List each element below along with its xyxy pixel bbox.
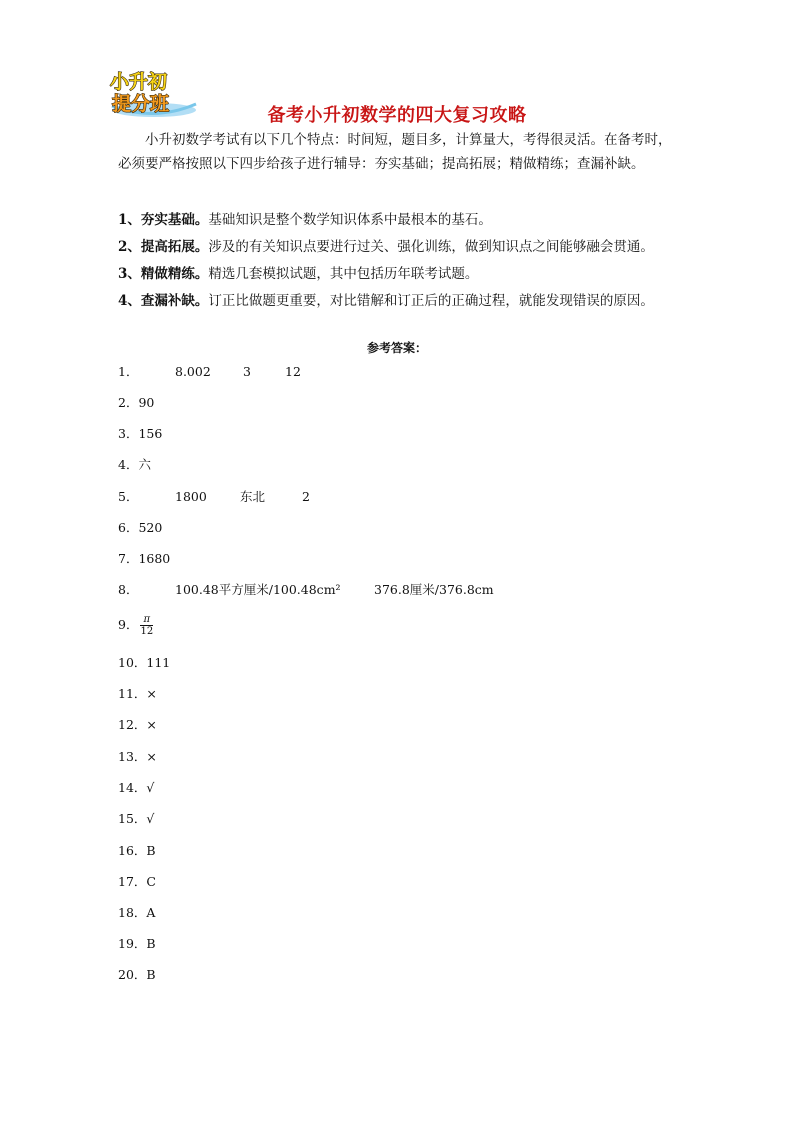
answer-row [118, 935, 156, 953]
answer-row [118, 363, 301, 381]
answer-number: 18． [118, 905, 147, 920]
answer-row [118, 685, 157, 703]
answer-number: 10． [118, 655, 147, 670]
answer-number: 1． [118, 364, 139, 379]
answer-value: C [146, 874, 156, 889]
answer-row [118, 779, 154, 797]
answer-number: 20． [118, 967, 147, 982]
answer-value: 90 [138, 395, 155, 410]
point-text: 订正比做题更重要，对比错解和订正后的正确过程，就能发现错误的原因。 [208, 293, 654, 309]
logo-line1: 小升初 [110, 71, 168, 93]
answer-number: 7． [118, 551, 139, 566]
answer-row [118, 614, 153, 637]
answer-row [118, 966, 156, 984]
answer-value: × [146, 749, 157, 764]
answer-part: 东北 [240, 489, 266, 504]
answer-row [118, 488, 310, 506]
point-lead: 2、提高拓展。 [118, 239, 209, 255]
point-1 [118, 209, 688, 231]
answer-number: 17． [118, 874, 147, 889]
answer-value: 156 [138, 426, 163, 441]
answer-row [118, 550, 170, 568]
answer-part: 1800 [175, 489, 207, 504]
answer-number: 5． [118, 489, 139, 504]
answer-row [118, 581, 494, 599]
point-text: 基础知识是整个数学知识体系中最根本的基石。 [208, 212, 492, 228]
answer-row [118, 716, 157, 734]
answer-value: √ [146, 811, 155, 826]
answer-number: 19． [118, 936, 147, 951]
fraction-denominator: 12 [140, 626, 154, 637]
answers-heading: 参考答案： [366, 341, 427, 355]
answer-row [118, 456, 151, 474]
answer-value: × [146, 717, 157, 732]
answer-part: 12 [285, 364, 301, 379]
answer-value: 六 [138, 457, 151, 472]
answer-value: × [146, 686, 157, 701]
point-4 [118, 290, 688, 312]
logo-line2: 提分班 [112, 93, 170, 115]
point-2 [118, 236, 688, 258]
answer-number: 16． [118, 843, 147, 858]
page-title: 备考小升初数学的四大复习攻略 [267, 105, 527, 126]
point-text: 精选几套模拟试题，其中包括历年联考试题。 [208, 266, 479, 282]
answer-row [118, 904, 155, 922]
point-lead: 4、查漏补缺。 [118, 293, 209, 309]
answer-number: 12． [118, 717, 147, 732]
intro-paragraph: 小升初数学考试有以下几个特点：时间短，题目多，计算量大，考得很灵活。在备考时，必须要严格按照以下四步给孩子进行辅导：夯实基础；提高拓展；精做精练；查漏补缺。 [118, 132, 672, 172]
answer-value: √ [146, 780, 155, 795]
answer-number: 6． [118, 520, 139, 535]
answer-value: B [146, 967, 156, 982]
answer-number: 11． [118, 686, 147, 701]
answer-value: 520 [138, 520, 163, 535]
answer-fraction [140, 614, 153, 637]
answer-number: 4． [118, 457, 139, 472]
answer-value: B [146, 843, 156, 858]
point-lead: 3、精做精练。 [118, 266, 209, 282]
answer-number: 14． [118, 780, 147, 795]
answer-part: 100.48平方厘米/100.48cm² [175, 582, 341, 597]
point-lead: 1、夯实基础。 [118, 212, 209, 228]
answer-row [118, 654, 170, 672]
answer-row [118, 842, 156, 860]
answer-value: 111 [146, 655, 171, 670]
fraction-numerator: π [140, 614, 153, 626]
answer-row [118, 425, 162, 443]
answer-number: 3． [118, 426, 139, 441]
answer-part: 3 [243, 364, 251, 379]
answer-number: 9． [118, 617, 139, 632]
answer-row [118, 394, 154, 412]
answer-value: 1680 [138, 551, 171, 566]
answer-value: A [146, 905, 156, 920]
answer-number: 15． [118, 811, 147, 826]
answer-number: 8． [118, 582, 139, 597]
answer-row [118, 519, 162, 537]
answer-row [118, 810, 154, 828]
answer-value: B [146, 936, 156, 951]
answer-number: 13． [118, 749, 147, 764]
answer-row [118, 873, 156, 891]
answer-part: 376.8厘米/376.8cm [374, 582, 494, 597]
answer-part: 8.002 [175, 364, 211, 379]
answer-number: 2． [118, 395, 139, 410]
answer-row [118, 748, 157, 766]
answer-part: 2 [302, 489, 310, 504]
point-3 [118, 263, 688, 285]
point-text: 涉及的有关知识点要进行过关、强化训练，做到知识点之间能够融会贯通。 [208, 239, 654, 255]
